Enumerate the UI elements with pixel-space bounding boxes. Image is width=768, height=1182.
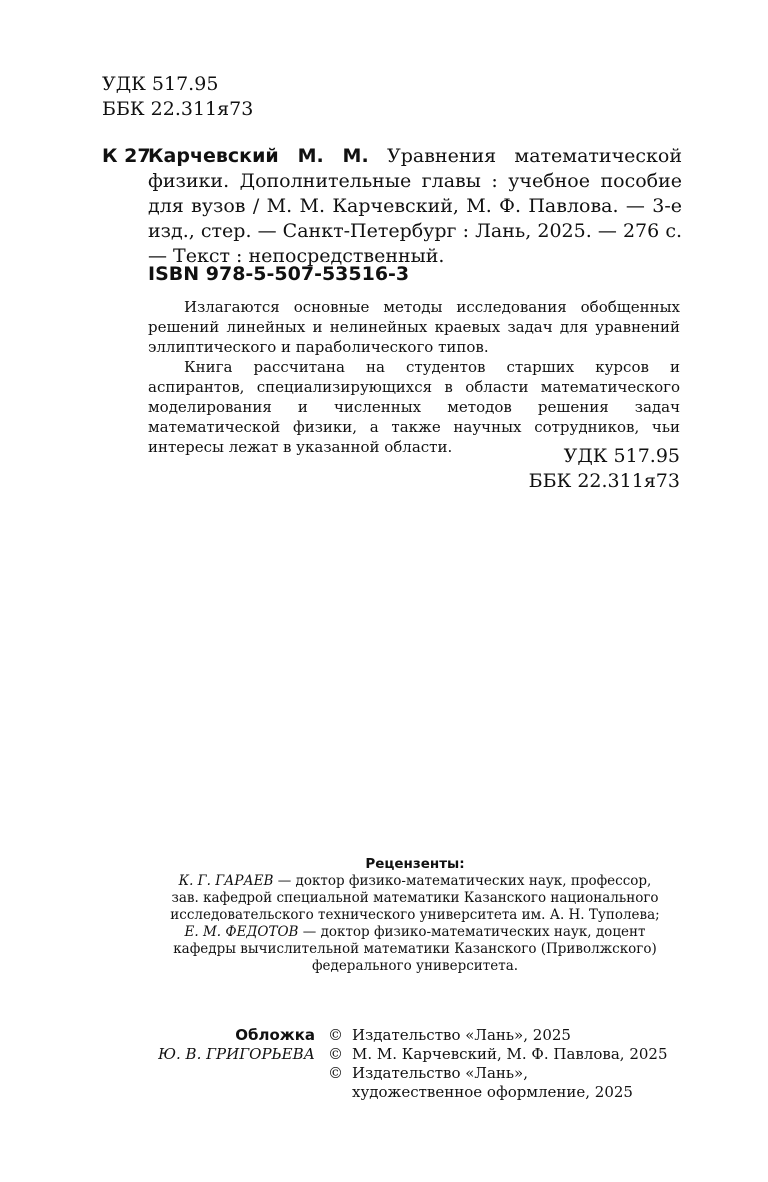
reviewers-block — [150, 856, 680, 975]
copyright-line-4 — [328, 1083, 688, 1102]
annotation — [148, 297, 680, 457]
entry-author: Карчевский М. М. — [148, 145, 369, 167]
bibliographic-entry — [102, 144, 682, 269]
copyright-line-1 — [328, 1026, 688, 1045]
cover-credit — [140, 1026, 315, 1064]
reviewer-1-line-3: исследовательского технического университета им. А. Н. Туполева; — [170, 907, 660, 923]
cover-label: Обложка — [235, 1026, 315, 1044]
reviewer-1-name: К. Г. ГАРАЕВ — [178, 873, 274, 889]
copyright-text-2: М. М. Карчевский, М. Ф. Павлова, 2025 — [352, 1045, 668, 1063]
copyright-text-4: художественное оформление, 2025 — [352, 1083, 633, 1101]
bibliographic-description — [148, 144, 682, 269]
udk-code: УДК 517.95 — [102, 73, 219, 95]
copyright-icon: © — [328, 1045, 343, 1063]
reviewers-heading: Рецензенты: — [365, 856, 465, 872]
bbk-code-repeat: ББК 22.311я73 — [528, 470, 680, 492]
annotation-paragraph-1: Излагаются основные методы исследования обобщенных решений линейных и нелинейных краевых задач для уравнений эллиптического и параболического типов. — [148, 298, 680, 356]
classification-codes-bottom — [450, 444, 680, 494]
entry-description: Уравнения математической физики. Дополнительные главы : учебное пособие для вузов / М. М. Карчевский, М. Ф. Павлова. — 3-е изд., стер. — Санкт-Петербург : Лань, 2025. — 276 с. — Текст : непосредственный. — [148, 145, 683, 267]
copyright-text-1: Издательство «Лань», 2025 — [352, 1026, 571, 1044]
reviewer-1-line-2: зав. кафедрой специальной математики Казанского национального — [171, 890, 659, 906]
copyright-icon: © — [328, 1026, 343, 1044]
copyright-notices — [328, 1026, 688, 1102]
reviewer-2-title: — доктор физико-математических наук, доцент — [298, 924, 646, 940]
reviewer-2-name: Е. М. ФЕДОТОВ — [184, 924, 299, 940]
copyright-line-2 — [328, 1045, 688, 1064]
reviewer-2-line-3: федерального университета. — [311, 958, 519, 974]
bbk-code: ББК 22.311я73 — [102, 98, 254, 120]
copyright-text-3: Издательство «Лань», — [352, 1064, 529, 1082]
copyright-line-3 — [328, 1064, 688, 1083]
classification-codes-top — [102, 72, 253, 122]
reviewer-1-line-1 — [150, 873, 680, 890]
annotation-paragraph-2: Книга рассчитана на студентов старших курсов и аспирантов, специализирующихся в области математического моделирования и численных методов решения задач математической физики, а также научных сотрудников, чьи интересы лежат в указанной области. — [148, 358, 680, 456]
reviewer-1-title: — доктор физико-математических наук, профессор, — [273, 873, 652, 889]
reviewer-2-line-2: кафедры вычислительной математики Казанского (Приволжского) — [173, 941, 657, 957]
isbn: ISBN 978-5-507-53516-3 — [148, 263, 410, 285]
author-mark: К 27 — [102, 145, 151, 167]
copyright-icon: © — [328, 1064, 343, 1082]
udk-code-repeat: УДК 517.95 — [563, 445, 680, 467]
cover-author: Ю. В. ГРИГОРЬЕВА — [158, 1045, 315, 1063]
reviewer-2-line-1 — [150, 924, 680, 941]
